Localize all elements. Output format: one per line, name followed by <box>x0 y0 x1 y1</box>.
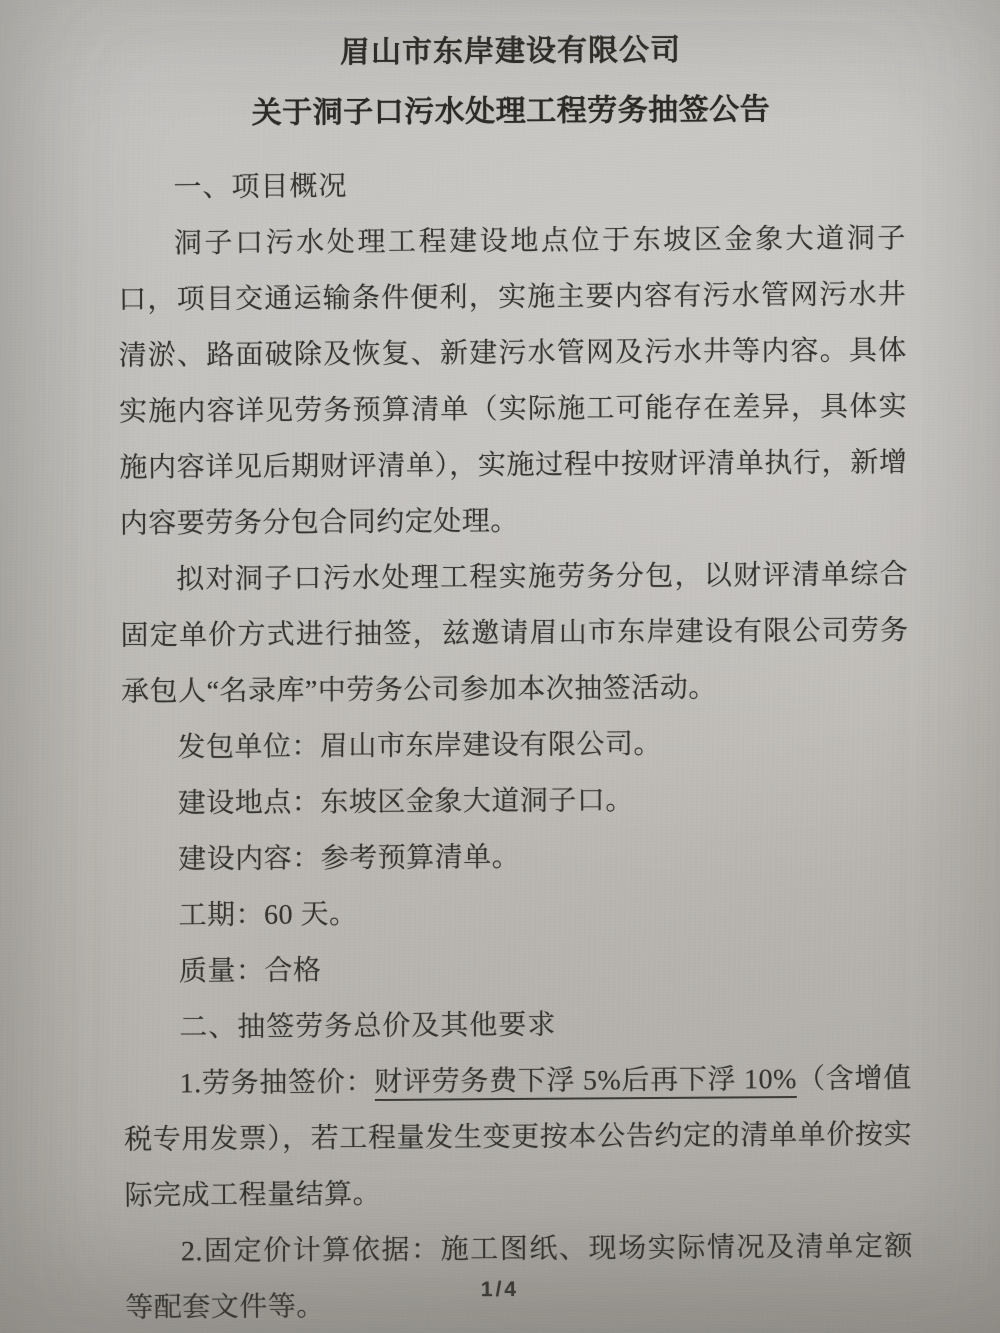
section1-paragraph2: 拟对洞子口污水处理工程实施劳务分包，以财评清单综合固定单价方式进行抽签，兹邀请眉山市东岸建设有限公司劳务承包人“名录库”中劳务公司参加本次抽签活动。 <box>120 559 909 708</box>
field-construction-site: 建设地点：东坡区金象大道洞子口。 <box>177 785 634 820</box>
field-construction-content: 建设内容：参考预算清单。 <box>178 841 521 876</box>
item1-prefix: 1.劳务抽签价： <box>179 1066 375 1100</box>
field-contracting-unit: 发包单位：眉山市东岸建设有限公司。 <box>177 728 663 764</box>
announcement-title: 关于洞子口污水处理工程劳务抽签公告 <box>251 93 771 130</box>
document-page <box>116 19 913 1333</box>
company-title: 眉山市东岸建设有限公司 <box>339 33 682 70</box>
section1-paragraph1: 洞子口污水处理工程建设地点位于东坡区金象大道洞子口，项目交通运输条件便利，实施主要内容有污水管网污水井清淤、路面破除及恢复、新建污水管网及污水井等内容。具体实施内容详见劳务预算清单（实际施工可能存在差异，具体实施内容详见后期财评清单），实施过程中按财评清单执行，新增内容要劳务分包合同约定处理。 <box>118 223 908 540</box>
document-body <box>117 155 913 1333</box>
item1-underlined-price: 财评劳务费下浮 5%后再下浮 10% <box>374 1064 797 1101</box>
field-quality: 质量：合格 <box>178 955 322 988</box>
section2-item1 <box>124 1051 913 1224</box>
page-number: 1/4 <box>480 1277 520 1302</box>
section2-heading: 二、抽签劳务总价及其他要求 <box>179 1009 557 1044</box>
field-duration: 工期：60 天。 <box>178 899 358 932</box>
section1-heading: 一、项目概况 <box>173 171 348 204</box>
item1-suffix: （含增值税专用发票），若工程量发生变更按本公告约定的清单单价按实际完成工程量结算。 <box>124 1063 913 1212</box>
section2-item2: 2.固定价计算依据：施工图纸、现场实际情况及清单定额等配套文件等。 <box>125 1231 914 1324</box>
